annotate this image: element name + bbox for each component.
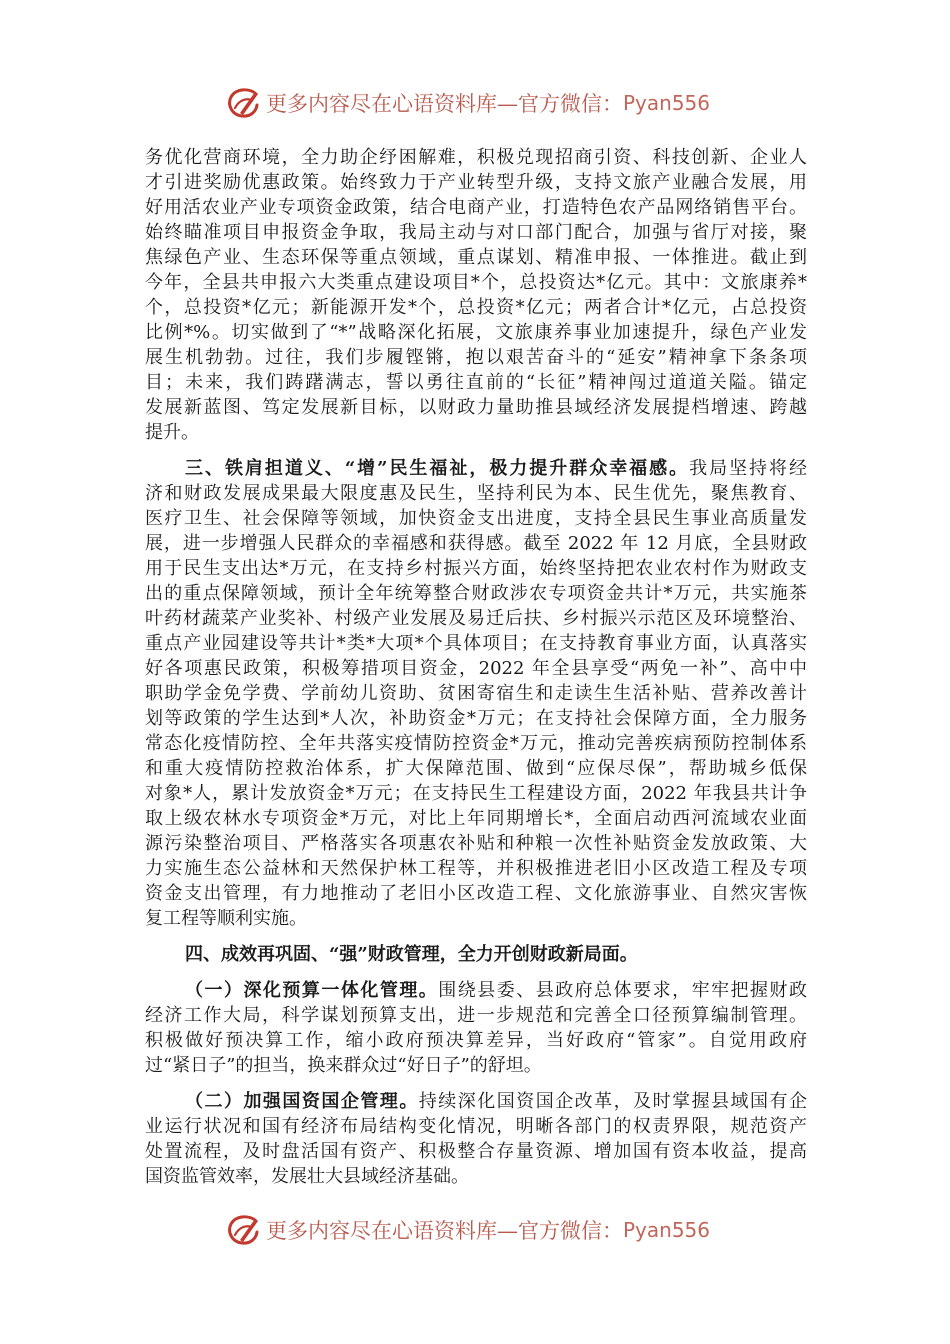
paragraph-line <box>145 456 807 481</box>
section-4-heading-block <box>145 942 807 967</box>
subsection-2-title: （二）加强国资国企管理。 <box>185 1091 419 1112</box>
paragraph-line: 业运行状况和国有经济布局结构变化情况，明晰各部门的权责界限，规范资产 <box>145 1116 807 1137</box>
paragraph-line: 叶药材蔬菜产业奖补、村级产业发展及易迁后扶、乡村振兴示范区及环境整治、 <box>145 608 807 629</box>
paragraph-line: 务优化营商环境，全力助企纾困解难，积极兑现招商引资、科技创新、企业人 <box>145 147 807 168</box>
paragraph-line: 处置流程，及时盘活国有资产、积极整合存量资源、增加国有资本收益，提高 <box>145 1141 807 1162</box>
document-body <box>145 145 807 1200</box>
paragraph-line: 和重大疫情防控救治体系，扩大保障范围、做到“应保尽保”，帮助城乡低保 <box>145 758 807 779</box>
paragraph-line: 力实施生态公益林和天然保护林工程等，并积极推进老旧小区改造工程及专项 <box>145 858 807 879</box>
paragraph-line: 国资监管效率，发展壮大县域经济基础。 <box>145 1166 469 1187</box>
header-watermark <box>226 86 710 120</box>
subsection-1-title: （一）深化预算一体化管理。 <box>185 980 439 1001</box>
paragraph-line: 划等政策的学生达到*人次，补助资金*万元；在支持社会保障方面，全力服务 <box>145 708 807 729</box>
paragraph-line: 源污染整治项目、严格落实各项惠农补贴和种粮一次性补贴资金发放政策、大 <box>145 833 807 854</box>
paragraph-line: 个，总投资*亿元；新能源开发*个，总投资*亿元；两者合计*亿元，占总投资 <box>145 297 807 318</box>
paragraph-line: 发展新蓝图、笃定发展新目标，以财政力量助推县域经济发展提档增速、跨越 <box>145 397 807 418</box>
paragraph-line: 复工程等顺利实施。 <box>145 908 307 929</box>
paragraph-line <box>145 978 807 1003</box>
paragraph-continuation <box>145 145 807 445</box>
watermark-text: 更多内容尽在心语资料库—官方微信： <box>266 1219 623 1243</box>
paragraph-line: 好用活农业产业专项资金政策，结合电商产业，打造特色农产品网络销售平台。 <box>145 197 807 218</box>
paragraph-line: 职助学金免学费、学前幼儿资助、贫困寄宿生和走读生生活补贴、营养改善计 <box>145 683 807 704</box>
footer-watermark <box>226 1213 710 1247</box>
paragraph-line: 展，进一步增强人民群众的幸福感和获得感。截至 2022 年 12 月底，全县财政 <box>145 533 807 554</box>
paragraph-text: 围绕县委、县政府总体要求，牢牢把握财政 <box>438 980 808 1001</box>
paragraph-text: 我局坚持将经 <box>689 458 807 479</box>
paragraph-line: 焦绿色产业、生态环保等重点领域，重点谋划、精准申报、一体推进。截止到 <box>145 247 807 268</box>
paragraph-line: 出的重点保障领域，预计全年统筹整合财政涉农专项资金共计*万元，共实施茶 <box>145 583 807 604</box>
paragraph-line: 目；未来，我们踌躇满志，誓以勇往直前的“长征”精神闯过道道关隘。锚定 <box>145 372 807 393</box>
paragraph-line: 提升。 <box>145 422 199 443</box>
paragraph-line: 医疗卫生、社会保障等领域，加快资金支出进度，支持全县民生事业高质量发 <box>145 508 807 529</box>
paragraph-line <box>145 1089 807 1114</box>
watermark-wechat-id: Pyan556 <box>623 91 711 115</box>
paragraph-line: 取上级农林水专项资金*万元，对比上年同期增长*，全面启动西河流域农业面 <box>145 808 807 829</box>
paragraph-line: 比例*%。切实做到了“*”战略深化拓展，文旅康养事业加速提升，绿色产业发 <box>145 322 807 343</box>
paragraph-line: 今年，全县共申报六大类重点建设项目*个，总投资达*亿元。其中：文旅康养* <box>145 272 807 293</box>
paragraph-line: 重点产业园建设等共计*类*大项*个具体项目；在支持教育事业方面，认真落实 <box>145 633 807 654</box>
paragraph-line: 对象*人，累计发放资金*万元；在支持民生工程建设方面，2022 年我县共计争 <box>145 783 807 804</box>
section-4-title: 四、成效再巩固、“强”财政管理，全力开创财政新局面。 <box>185 944 638 965</box>
paragraph-text: 持续深化国资国企改革，及时掌握县域国有企 <box>418 1091 808 1112</box>
watermark-wechat-id: Pyan556 <box>623 1218 711 1242</box>
paragraph-line: 才引进奖励优惠政策。始终致力于产业转型升级，支持文旅产业融合发展，用 <box>145 172 807 193</box>
logo-icon <box>226 1213 262 1247</box>
paragraph-line: 好各项惠民政策，积极筹措项目资金，2022 年全县享受“两免一补”、高中中 <box>145 658 807 679</box>
paragraph-line: 用于民生支出达*万元，在支持乡村振兴方面，始终坚持把农业农村作为财政支 <box>145 558 807 579</box>
section-3-title: 三、铁肩担道义、“增”民生福祉，极力提升群众幸福感。 <box>185 458 690 479</box>
section-3-paragraph <box>145 456 807 931</box>
logo-icon <box>226 86 262 120</box>
paragraph-line: 济和财政发展成果最大限度惠及民生，坚持利民为本、民生优先，聚焦教育、 <box>145 483 807 504</box>
paragraph-line: 资金支出管理，有力地推动了老旧小区改造工程、文化旅游事业、自然灾害恢 <box>145 883 807 904</box>
paragraph-line: 积极做好预决算工作，缩小政府预决算差异，当好政府“管家”。自觉用政府 <box>145 1030 807 1051</box>
paragraph-line: 过“紧日子”的担当，换来群众过“好日子”的舒坦。 <box>145 1055 542 1076</box>
paragraph-line: 经济工作大局，科学谋划预算支出，进一步规范和完善全口径预算编制管理。 <box>145 1005 807 1026</box>
paragraph-line: 展生机勃勃。过往，我们步履铿锵，抱以艰苦奋斗的“延安”精神拿下条条项 <box>145 347 807 368</box>
paragraph-line: 始终瞄准项目申报资金争取，我局主动与对口部门配合，加强与省厅对接，聚 <box>145 222 807 243</box>
watermark-text: 更多内容尽在心语资料库—官方微信： <box>266 92 623 116</box>
subsection-2-paragraph <box>145 1089 807 1189</box>
paragraph-line: 常态化疫情防控、全年共落实疫情防控资金*万元，推动完善疾病预防控制体系 <box>145 733 807 754</box>
subsection-1-paragraph <box>145 978 807 1078</box>
